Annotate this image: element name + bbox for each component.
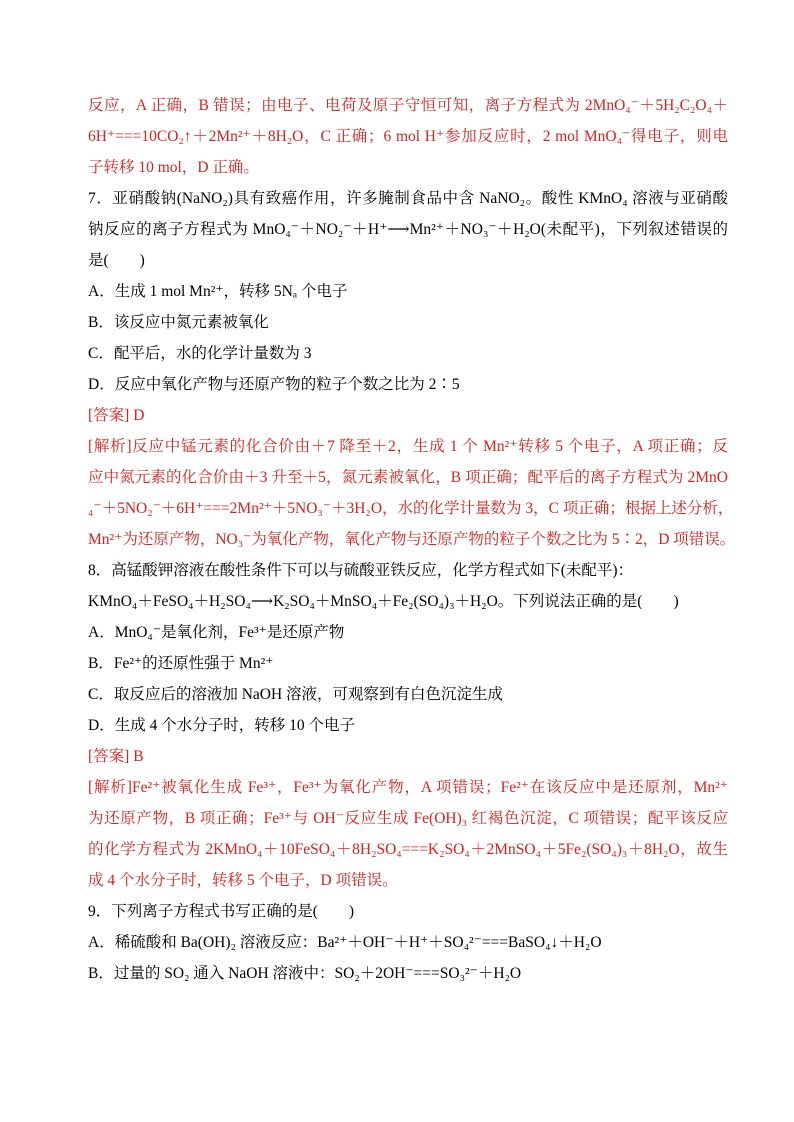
answer-text-line: 为还原产物，B 项正确；Fe³⁺与 OH⁻反应生成 Fe(OH)₃ 红褐色沉淀，C 项错误；配平该反应 <box>88 810 728 827</box>
option-text-line: B．Fe²⁺的还原性强于 Mn²⁺ <box>88 655 274 672</box>
option-text-line: A．生成 1 mol Mn²⁺，转移 5Nₐ 个电子 <box>88 283 348 300</box>
option-text-line: B．该反应中氮元素被氧化 <box>88 314 269 331</box>
question-text-line: 8．高锰酸钾溶液在酸性条件下可以与硫酸亚铁反应，化学方程式如下(未配平)： <box>88 562 634 579</box>
question-text-line: 钠反应的离子方程式为 MnO₄⁻＋NO₂⁻＋H⁺⟶Mn²⁺＋NO₃⁻＋H₂O(未配平)，下列叙述错误的 <box>88 221 728 238</box>
answer-label: [答案] B <box>88 748 144 765</box>
answer-text-line: 应中氮元素的化合价由＋3 升至＋5，氮元素被氧化，B 项正确；配平后的离子方程式为 2MnO <box>88 469 728 486</box>
question-text-line: 是( ) <box>88 252 145 269</box>
question-text-line: KMnO₄＋FeSO₄＋H₂SO₄⟶K₂SO₄＋MnSO₄＋Fe₂(SO₄)₃＋H₂O。下列说法正确的是( ) <box>88 593 679 610</box>
answer-text-line: 子转移 10 mol，D 正确。 <box>88 159 259 176</box>
answer-text-line: ₄⁻＋5NO₂⁻＋6H⁺===2Mn²⁺＋5NO₃⁻＋3H₂O，水的化学计量数为 3，C 项正确；根据上述分析， <box>88 500 734 517</box>
answer-text-line: 反应，A 正确，B 错误；由电子、电荷及原子守恒可知，离子方程式为 2MnO₄⁻＋5H₂C₂O₄＋ <box>88 97 728 114</box>
option-text-line: C．配平后，水的化学计量数为 3 <box>88 345 312 362</box>
option-text-line: D．生成 4 个水分子时，转移 10 个电子 <box>88 717 355 734</box>
answer-text-line: Mn²⁺为还原产物，NO₃⁻为氧化产物，氧化产物与还原产物的粒子个数之比为 5∶2，D 项错误。 <box>88 531 736 548</box>
answer-text-line: [解析]Fe²⁺被氧化生成 Fe³⁺，Fe³⁺为氧化产物，A 项错误；Fe²⁺在该反应中是还原剂，Mn²⁺ <box>88 779 728 796</box>
document-page <box>88 90 736 989</box>
answer-text-line: 成 4 个水分子时，转移 5 个电子，D 项错误。 <box>88 872 398 889</box>
option-text-line: A．稀硫酸和 Ba(OH)₂ 溶液反应：Ba²⁺＋OH⁻＋H⁺＋SO₄²⁻===BaSO₄↓＋H₂O <box>88 934 602 951</box>
answer-text-line: 的化学方程式为 2KMnO₄＋10FeSO₄＋8H₂SO₄===K₂SO₄＋2MnSO₄＋5Fe₂(SO₄)₃＋8H₂O，故生 <box>88 841 728 858</box>
option-text-line: A．MnO₄⁻是氧化剂，Fe³⁺是还原产物 <box>88 624 345 641</box>
answer-text-line: 6H⁺===10CO₂↑＋2Mn²⁺＋8H₂O，C 正确；6 mol H⁺参加反应时，2 mol MnO₄⁻得电子，则电 <box>88 128 728 145</box>
answer-text-line: [解析]反应中锰元素的化合价由＋7 降至＋2，生成 1 个 Mn²⁺转移 5 个电子，A 项正确；反 <box>88 438 728 455</box>
option-text-line: D．反应中氧化产物与还原产物的粒子个数之比为 2∶5 <box>88 376 460 393</box>
option-text-line: C．取反应后的溶液加 NaOH 溶液，可观察到有白色沉淀生成 <box>88 686 504 703</box>
question-text-line: 9．下列离子方程式书写正确的是( ) <box>88 903 355 920</box>
question-text-line: 7．亚硝酸钠(NaNO₂)具有致癌作用，许多腌制食品中含 NaNO₂。酸性 KMnO₄ 溶液与亚硝酸 <box>88 190 728 207</box>
answer-label: [答案] D <box>88 407 145 424</box>
option-text-line: B．过量的 SO₂ 通入 NaOH 溶液中：SO₂＋2OH⁻===SO₃²⁻＋H₂O <box>88 965 522 982</box>
